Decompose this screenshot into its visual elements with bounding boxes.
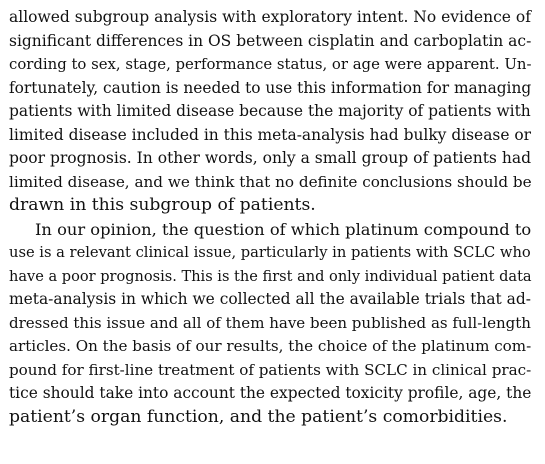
article-text bbox=[9, 6, 531, 429]
text-line: fortunately, caution is needed to use this information for managing bbox=[9, 78, 532, 97]
text-line: allowed subgroup analysis with exploratory intent. No evidence of bbox=[9, 8, 531, 26]
text-line: tice should take into account the expected toxicity profile, age, the bbox=[9, 384, 532, 402]
text-line: significant differences in OS between cisplatin and carboplatin ac- bbox=[9, 31, 532, 50]
paragraph-subgroup-analysis bbox=[9, 6, 531, 218]
text-line: drawn in this subgroup of patients. bbox=[9, 195, 316, 215]
text-line: meta-analysis in which we collected all the available trials that ad- bbox=[9, 290, 531, 308]
text-line: dressed this issue and all of them have been published as full-length bbox=[9, 313, 531, 332]
text-line: In our opinion, the question of which platinum compound to bbox=[35, 219, 532, 239]
text-line: have a poor prognosis. This is the first and only individual patient data bbox=[9, 267, 532, 285]
text-line: limited disease included in this meta-analysis had bulky disease or bbox=[9, 125, 532, 144]
text-line: use is a relevant clinical issue, particularly in patients with SCLC who bbox=[9, 244, 531, 261]
text-line: patient’s organ function, and the patient’s comorbidities. bbox=[9, 406, 508, 427]
paragraph-opinion bbox=[9, 218, 531, 430]
text-line: limited disease, and we think that no definite conclusions should be bbox=[9, 172, 532, 191]
text-line: poor prognosis. In other words, only a small group of patients had bbox=[9, 149, 532, 167]
text-line: patients with limited disease because the majority of patients with bbox=[9, 102, 531, 120]
text-line: cording to sex, stage, performance status, or age were apparent. Un- bbox=[9, 55, 532, 73]
text-line: articles. On the basis of our results, the choice of the platinum com- bbox=[9, 337, 532, 355]
text-line: pound for first-line treatment of patients with SCLC in clinical prac- bbox=[9, 360, 532, 379]
